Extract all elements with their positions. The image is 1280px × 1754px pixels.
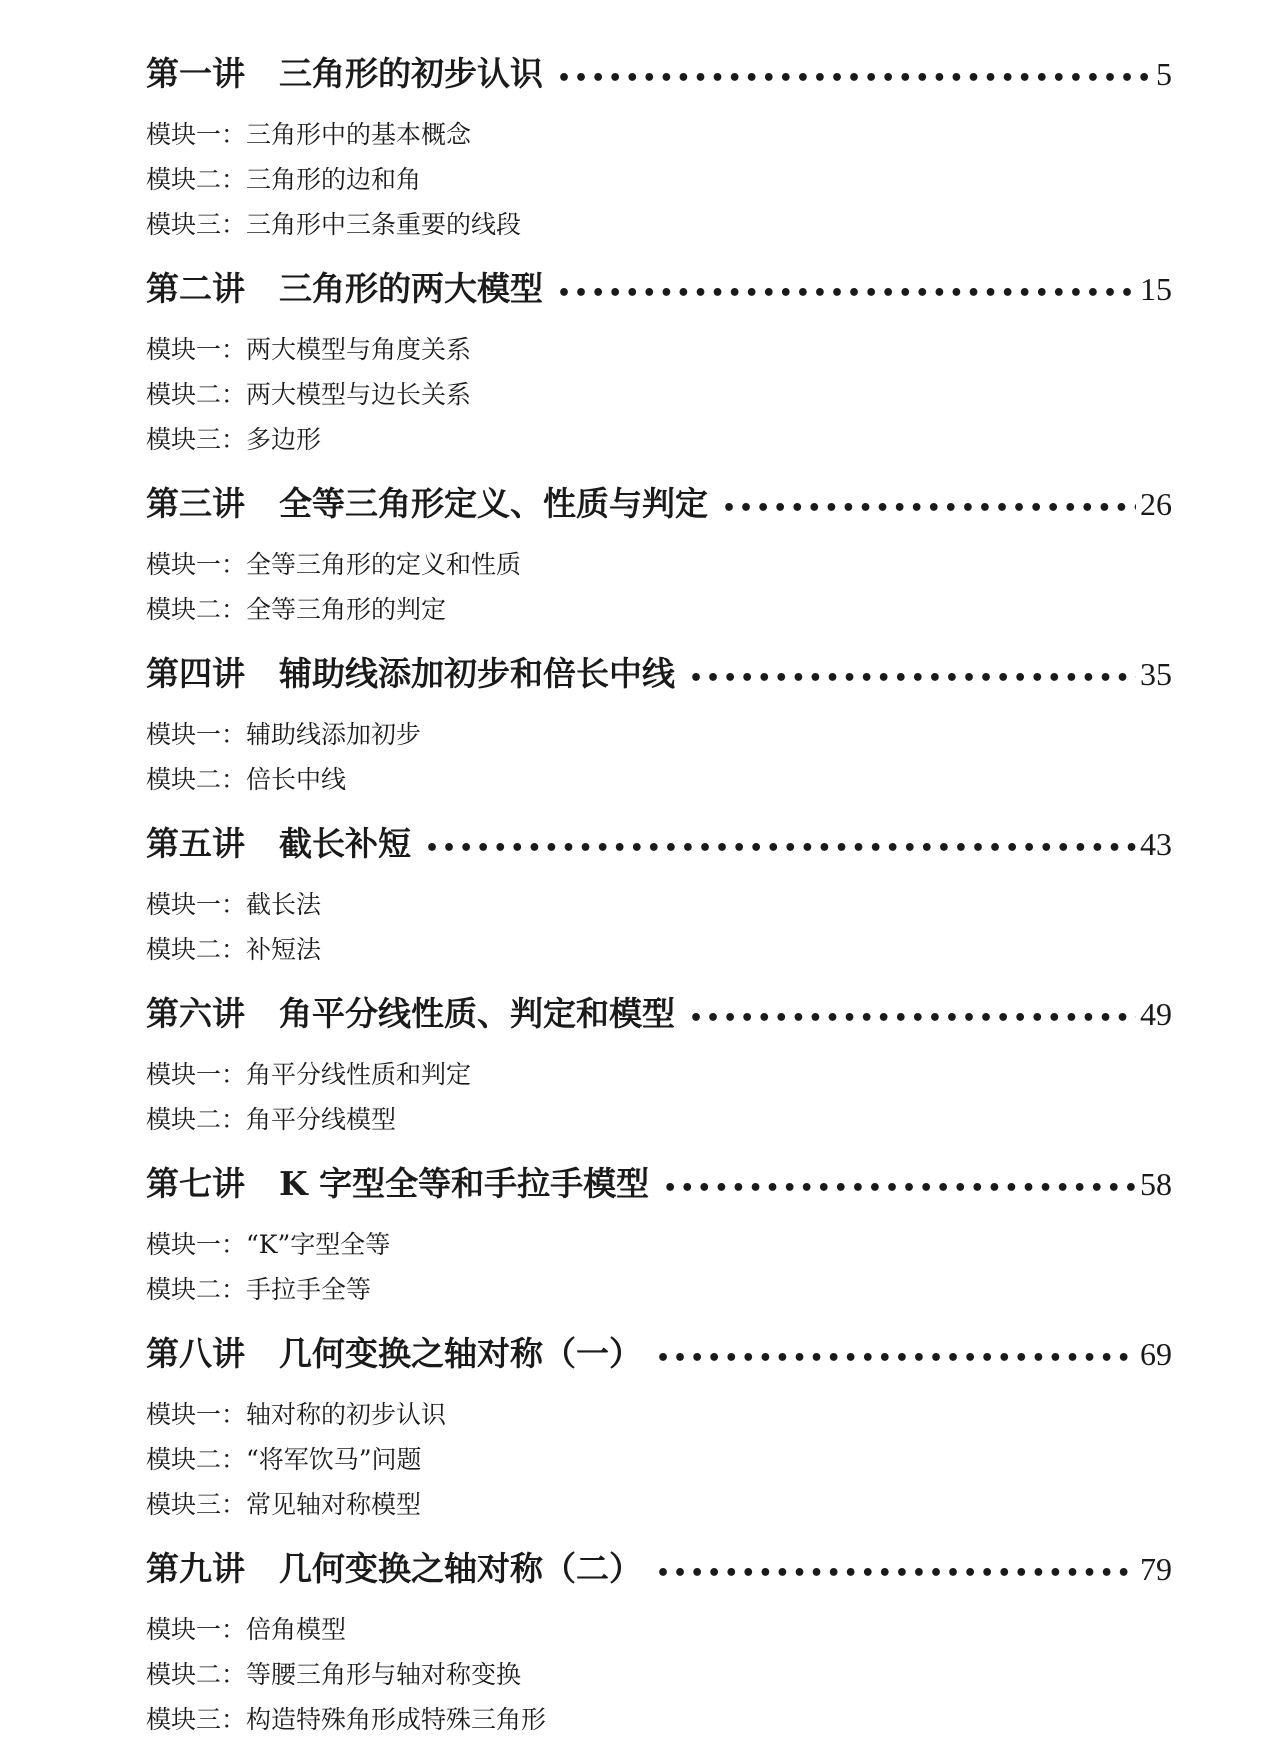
module-item[interactable]: 模块三：常见轴对称模型 — [146, 1490, 422, 1519]
module-item[interactable]: 模块一：截长法 — [146, 890, 322, 919]
chapter-title: 几何变换之轴对称（一） — [279, 1334, 642, 1373]
chapter-heading[interactable] — [146, 1154, 1172, 1214]
module-item[interactable]: 模块二：全等三角形的判定 — [146, 595, 447, 624]
dot-leader — [663, 1159, 1136, 1219]
module-item[interactable]: 模块三：三角形中三条重要的线段 — [146, 210, 522, 239]
chapter-heading[interactable] — [146, 474, 1172, 534]
dot-leader — [425, 819, 1136, 879]
chapter-9 — [146, 1539, 1172, 1742]
module-item[interactable]: 模块二：倍长中线 — [146, 765, 347, 794]
page-number: 79 — [1140, 1551, 1172, 1587]
chapter-number: 第六讲 — [146, 994, 245, 1033]
module-item[interactable]: 模块一：角平分线性质和判定 — [146, 1060, 472, 1089]
chapter-number: 第二讲 — [146, 269, 245, 308]
chapter-title: 三角形的两大模型 — [279, 269, 543, 308]
module-list — [146, 1392, 1172, 1527]
page-number: 43 — [1140, 826, 1172, 862]
chapter-number: 第五讲 — [146, 824, 245, 863]
module-item[interactable]: 模块一：两大模型与角度关系 — [146, 335, 472, 364]
page-number: 69 — [1140, 1336, 1172, 1372]
module-item[interactable]: 模块三：多边形 — [146, 425, 322, 454]
chapter-number: 第九讲 — [146, 1549, 245, 1588]
dot-leader — [656, 1544, 1136, 1604]
module-item[interactable]: 模块三：构造特殊角形成特殊三角形 — [146, 1705, 547, 1734]
chapter-number: 第八讲 — [146, 1334, 245, 1373]
module-list — [146, 327, 1172, 462]
module-item[interactable]: 模块一：轴对称的初步认识 — [146, 1400, 447, 1429]
dot-leader — [656, 1329, 1136, 1389]
chapter-heading[interactable] — [146, 984, 1172, 1044]
module-item[interactable]: 模块一：全等三角形的定义和性质 — [146, 550, 522, 579]
chapter-heading[interactable] — [146, 1539, 1172, 1599]
chapter-1 — [146, 44, 1172, 247]
chapter-title: 角平分线性质、判定和模型 — [279, 994, 675, 1033]
table-of-contents — [146, 44, 1172, 1754]
page-number: 5 — [1156, 56, 1172, 92]
chapter-number: 第三讲 — [146, 484, 245, 523]
module-item[interactable]: 模块二：两大模型与边长关系 — [146, 380, 472, 409]
module-item[interactable]: 模块二：补短法 — [146, 935, 322, 964]
module-item[interactable]: 模块二：角平分线模型 — [146, 1105, 397, 1134]
chapter-3 — [146, 474, 1172, 632]
chapter-5 — [146, 814, 1172, 972]
module-item[interactable]: 模块一：“K”字型全等 — [146, 1230, 391, 1259]
chapter-title: 几何变换之轴对称（二） — [279, 1549, 642, 1588]
chapter-title: 截长补短 — [279, 824, 411, 863]
chapter-title: 辅助线添加初步和倍长中线 — [279, 654, 675, 693]
page-number: 49 — [1140, 996, 1172, 1032]
module-list — [146, 1052, 1172, 1142]
chapter-heading[interactable] — [146, 259, 1172, 319]
chapter-heading[interactable] — [146, 44, 1172, 104]
module-list — [146, 112, 1172, 247]
module-list — [146, 1607, 1172, 1742]
chapter-heading[interactable] — [146, 644, 1172, 704]
module-item[interactable]: 模块一：倍角模型 — [146, 1615, 347, 1644]
module-list — [146, 1222, 1172, 1312]
module-item[interactable]: 模块一：三角形中的基本概念 — [146, 120, 472, 149]
page-number: 35 — [1140, 656, 1172, 692]
module-item[interactable]: 模块二：三角形的边和角 — [146, 165, 422, 194]
chapter-4 — [146, 644, 1172, 802]
module-item[interactable]: 模块一：辅助线添加初步 — [146, 720, 422, 749]
chapter-2 — [146, 259, 1172, 462]
dot-leader — [689, 649, 1136, 709]
dot-leader — [557, 49, 1152, 109]
page-number: 58 — [1140, 1166, 1172, 1202]
chapter-6 — [146, 984, 1172, 1142]
dot-leader — [722, 479, 1136, 539]
module-item[interactable]: 模块二：等腰三角形与轴对称变换 — [146, 1660, 522, 1689]
chapter-number: 第七讲 — [146, 1164, 245, 1203]
dot-leader — [557, 264, 1136, 324]
chapter-heading[interactable] — [146, 814, 1172, 874]
page-number: 26 — [1140, 486, 1172, 522]
chapter-8 — [146, 1324, 1172, 1527]
module-list — [146, 712, 1172, 802]
module-item[interactable]: 模块二：“将军饮马”问题 — [146, 1445, 422, 1474]
chapter-7 — [146, 1154, 1172, 1312]
module-list — [146, 882, 1172, 972]
chapter-title: K 字型全等和手拉手模型 — [279, 1164, 650, 1203]
page-number: 15 — [1140, 271, 1172, 307]
module-list — [146, 542, 1172, 632]
dot-leader — [689, 989, 1136, 1049]
chapter-heading[interactable] — [146, 1324, 1172, 1384]
chapter-title: 三角形的初步认识 — [279, 54, 543, 93]
chapter-number: 第四讲 — [146, 654, 245, 693]
module-item[interactable]: 模块二：手拉手全等 — [146, 1275, 372, 1304]
chapter-number: 第一讲 — [146, 54, 245, 93]
chapter-title: 全等三角形定义、性质与判定 — [279, 484, 708, 523]
